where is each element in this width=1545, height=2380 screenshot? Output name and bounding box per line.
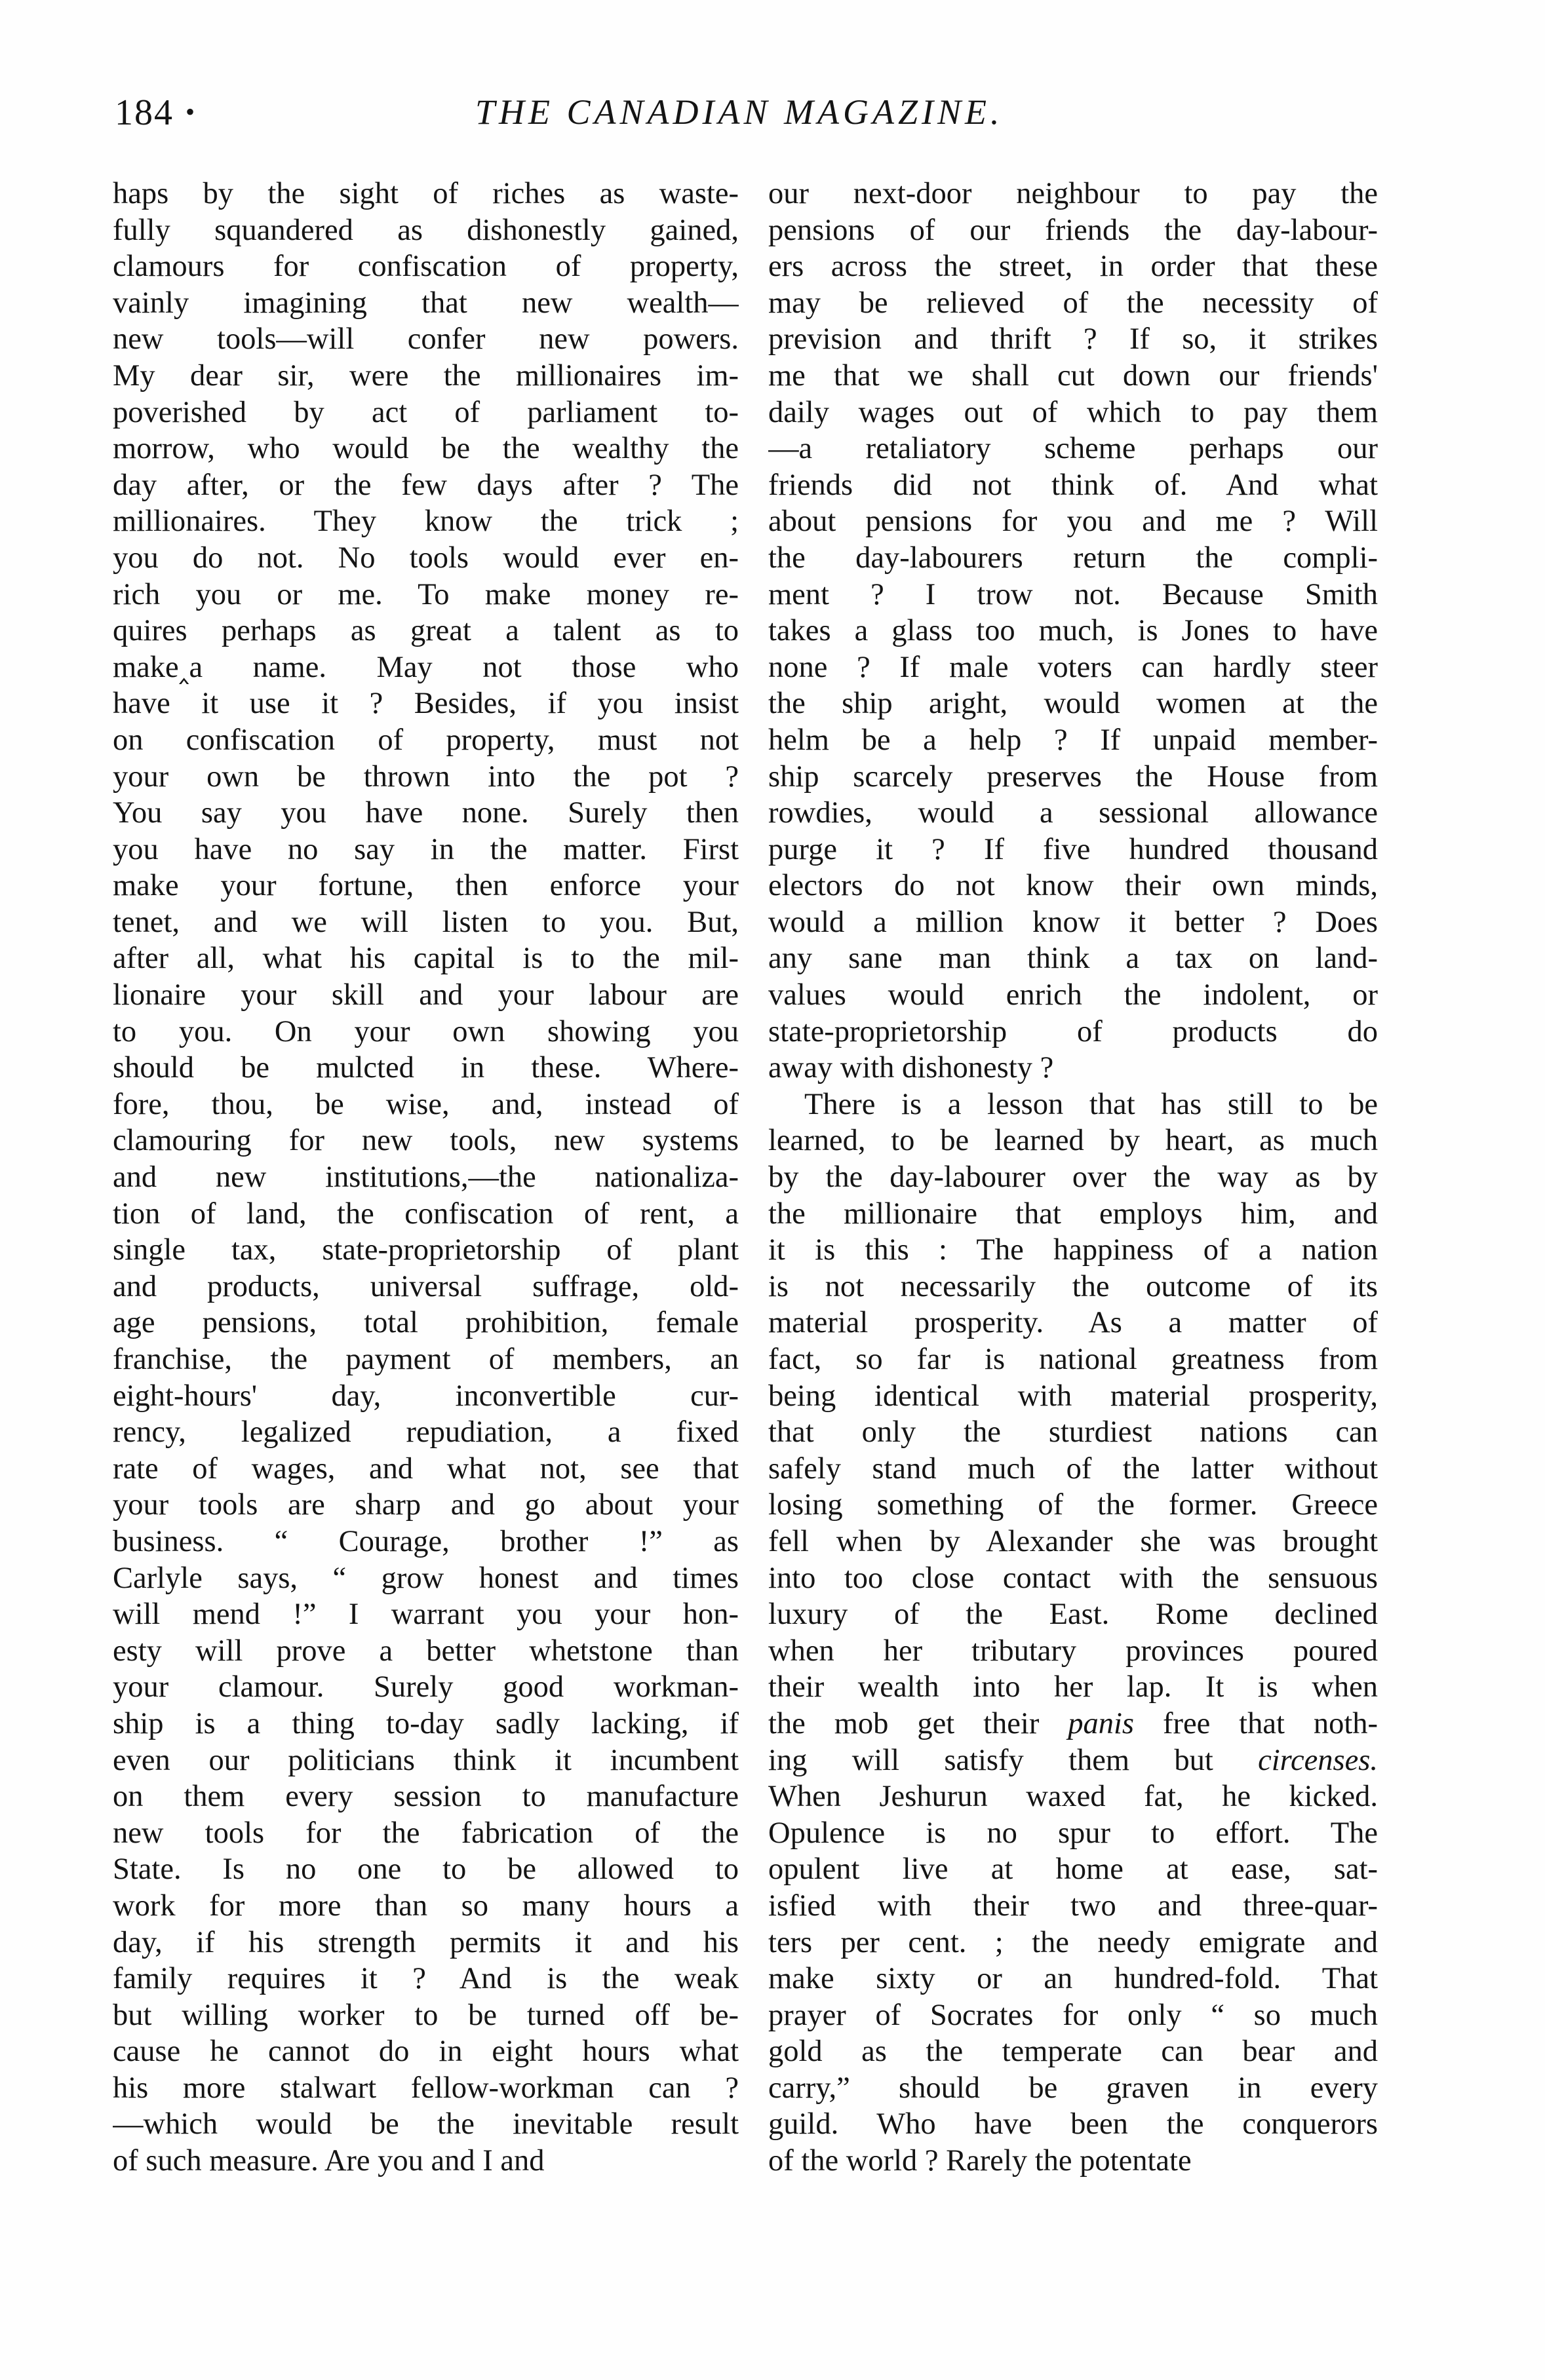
text-line: about pensions for you and me ? Will [768,505,1378,539]
text-line: day, if his strength permits it and his [113,1925,739,1959]
running-head [115,92,1380,144]
text-line: your tools are sharp and go about your [113,1488,739,1522]
text-line: My dear sir, were the millionaires im- [113,358,739,393]
text-line: that only the sturdiest nations can [768,1415,1378,1449]
text-line: you do not. No tools would ever en- [113,541,739,575]
text-line: gold as the temperate can bear and [768,2035,1378,2069]
text-line: prayer of Socrates for only “ so much [768,1998,1378,2032]
text-line: none ? If male voters can hardly steer [768,650,1378,684]
text-line: the ship aright, would women at the [768,687,1378,721]
text-line: eight-hours' day, inconvertible cur- [113,1379,739,1413]
text-line: our next-door neighbour to pay the [768,177,1378,210]
text-line: poverished by act of parliament to- [113,395,739,429]
text-line: the day-labourers return the compli- [768,541,1378,575]
text-line: the mob get their panis free that noth- [768,1706,1378,1740]
text-line: carry,” should be graven in every [768,2071,1378,2105]
text-line: after all, what his capital is to the mil- [113,942,739,976]
text-line: fell when by Alexander she was brought [768,1524,1378,1558]
text-line: haps by the sight of riches as waste- [113,177,739,210]
text-line: even our politicians think it incumbent [113,1743,739,1777]
text-line: vainly imagining that new wealth— [113,286,739,320]
text-line: away with dishonesty ? [768,1051,1054,1085]
text-line: family requires it ? And is the weak [113,1962,739,1996]
text-line: and new institutions,—the nationaliza- [113,1161,739,1195]
text-line: on them every session to manufacture [113,1780,739,1814]
text-line: clamouring for new tools, new systems [113,1124,739,1158]
text-line: cause he cannot do in eight hours what [113,2035,739,2069]
text-line: clamours for confiscation of property, [113,250,739,284]
text-line: rency, legalized repudiation, a fixed [113,1415,739,1449]
text-line: learned, to be learned by heart, as much [768,1124,1378,1158]
text-line: into too close contact with the sensuous [768,1561,1378,1595]
text-line: their wealth into her lap. It is when [768,1670,1378,1704]
text-line: by the day-labourer over the way as by [768,1161,1378,1195]
text-line: ment ? I trow not. Because Smith [768,577,1378,611]
text-line: of the world ? Rarely the potentate [768,2144,1192,2178]
text-line: opulent live at home at ease, sat- [768,1852,1378,1887]
text-line: on confiscation of property, must not [113,723,739,757]
text-line: quires perhaps as great a talent as to [113,614,739,648]
page-number-value: 184 [115,92,174,133]
header-bullet: • [186,97,197,126]
text-line: ters per cent. ; the needy emigrate and [768,1925,1378,1959]
text-line: tion of land, the confiscation of rent, a [113,1197,739,1231]
text-line: make sixty or an hundred-fold. That [768,1962,1378,1996]
text-line: would a million know it better ? Does [768,905,1378,939]
text-line: When Jeshurun waxed fat, he kicked. [768,1780,1378,1814]
page-number [115,92,196,134]
text-line: make‸a name. May not those who [113,650,739,684]
text-line: —a retaliatory scheme perhaps our [768,432,1378,466]
right-column [768,176,1378,2179]
text-line: lionaire your skill and your labour are [113,978,739,1012]
text-line: single tax, state-proprietorship of plant [113,1233,739,1267]
text-line: State. Is no one to be allowed to [113,1852,739,1887]
text-line: make your fortune, then enforce your [113,869,739,903]
text-line: safely stand much of the latter without [768,1451,1378,1486]
text-line: franchise, the payment of members, an [113,1343,739,1376]
text-line: values would enrich the indolent, or [768,978,1378,1012]
text-line: ship is a thing to-day sadly lacking, if [113,1706,739,1740]
text-line: ing will satisfy them but circenses. [768,1743,1378,1777]
text-line: have it use it ? Besides, if you insist [113,687,739,721]
text-line: being identical with material prosperity, [768,1379,1378,1413]
text-line: day after, or the few days after ? The [113,468,739,502]
text-line: fact, so far is national greatness from [768,1343,1378,1376]
text-line: There is a lesson that has still to be [804,1087,1378,1121]
text-line: me that we shall cut down our friends' [768,358,1378,393]
text-line: —which would be the inevitable result [113,2107,739,2141]
text-line: any sane man think a tax on land- [768,942,1378,976]
text-line: and products, universal suffrage, old- [113,1269,739,1303]
text-line: will mend !” I warrant you your hon- [113,1598,739,1632]
text-line: rate of wages, and what not, see that [113,1451,739,1486]
text-line: may be relieved of the necessity of [768,286,1378,320]
text-line: prevision and thrift ? If so, it strikes [768,322,1378,356]
text-line: pensions of our friends the day-labour- [768,213,1378,247]
text-line: of such measure. Are you and I and [113,2144,545,2178]
text-line: morrow, who would be the wealthy the [113,432,739,466]
text-line: isfied with their two and three-quar- [768,1889,1378,1923]
text-line: daily wages out of which to pay them [768,395,1378,429]
left-column [113,176,739,2179]
text-line: ship scarcely preserves the House from [768,759,1378,794]
text-line: should be mulcted in these. Where- [113,1051,739,1085]
text-line: losing something of the former. Greece [768,1488,1378,1522]
text-line: business. “ Courage, brother !” as [113,1524,739,1558]
text-line: luxury of the East. Rome declined [768,1598,1378,1632]
text-line: is not necessarily the outcome of its [768,1269,1378,1303]
text-line: Opulence is no spur to effort. The [768,1816,1378,1850]
text-line: your own be thrown into the pot ? [113,759,739,794]
text-line: guild. Who have been the conquerors [768,2107,1378,2141]
text-line: electors do not know their own minds, [768,869,1378,903]
text-line: tenet, and we will listen to you. But, [113,905,739,939]
text-line: work for more than so many hours a [113,1889,739,1923]
text-line: your clamour. Surely good workman- [113,1670,739,1704]
text-line: Carlyle says, “ grow honest and times [113,1561,739,1595]
text-line: millionaires. They know the trick ; [113,505,739,539]
text-line: rich you or me. To make money re- [113,577,739,611]
text-line: the millionaire that employs him, and [768,1197,1378,1231]
text-line: new tools for the fabrication of the [113,1816,739,1850]
text-line: you have no say in the matter. First [113,832,739,866]
text-line: state-proprietorship of products do [768,1014,1378,1048]
text-line: helm be a help ? If unpaid member- [768,723,1378,757]
text-line: esty will prove a better whetstone than [113,1634,739,1668]
text-line: fully squandered as dishonestly gained, [113,213,739,247]
text-line: You say you have none. Surely then [113,796,739,830]
text-line: new tools—will confer new powers. [113,322,739,356]
magazine-title: THE CANADIAN MAGAZINE. [475,92,1004,132]
text-line: when her tributary provinces poured [768,1634,1378,1668]
text-line: takes a glass too much, is Jones to have [768,614,1378,648]
text-line: rowdies, would a sessional allowance [768,796,1378,830]
text-line: friends did not think of. And what [768,468,1378,502]
text-line: his more stalwart fellow-workman can ? [113,2071,739,2105]
text-line: age pensions, total prohibition, female [113,1306,739,1340]
text-line: but willing worker to be turned off be- [113,1998,739,2032]
text-line: to you. On your own showing you [113,1014,739,1048]
text-line: ers across the street, in order that these [768,250,1378,284]
text-line: it is this : The happiness of a nation [768,1233,1378,1267]
text-line: fore, thou, be wise, and, instead of [113,1087,739,1121]
text-line: material prosperity. As a matter of [768,1306,1378,1340]
text-line: purge it ? If five hundred thousand [768,832,1378,866]
